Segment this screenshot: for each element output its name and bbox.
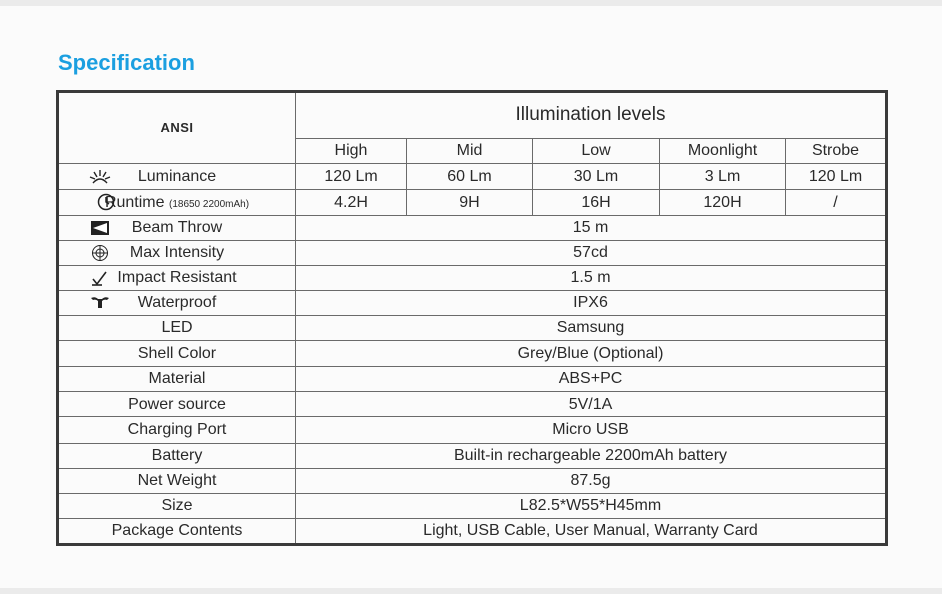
mode-high: High <box>296 139 407 164</box>
waterproof-label-cell <box>58 290 296 315</box>
max-intensity-value: 57cd <box>296 240 887 265</box>
package-contents-value: Light, USB Cable, User Manual, Warranty Card <box>296 518 887 544</box>
waterproof-value: IPX6 <box>296 290 887 315</box>
battery-value: Built-in rechargeable 2200mAh battery <box>296 443 887 468</box>
led-value: Samsung <box>296 315 887 340</box>
spec-row <box>58 341 887 367</box>
clock-icon <box>95 193 117 211</box>
specification-table <box>56 90 888 546</box>
charging-port-label: Charging Port <box>58 417 296 443</box>
beam-throw-label: Beam Throw <box>131 218 223 236</box>
mode-moonlight: Moonlight <box>660 139 786 164</box>
power-source-label: Power source <box>58 392 296 417</box>
runtime-battery-note: (18650 2200mAh) <box>168 198 250 210</box>
runtime-strobe: / <box>786 190 887 215</box>
runtime-label: Runtime <box>104 193 165 211</box>
luminance-low: 30 Lm <box>533 164 660 190</box>
page-background <box>0 6 942 588</box>
net-weight-value: 87.5g <box>296 468 887 493</box>
spec-row <box>58 265 887 290</box>
impact-resistant-label-cell <box>58 265 296 290</box>
charging-port-value: Micro USB <box>296 417 887 443</box>
crosshair-icon <box>89 244 111 262</box>
spec-row <box>58 315 887 340</box>
spec-row <box>58 443 887 468</box>
runtime-high: 4.2H <box>296 190 407 215</box>
max-intensity-label-cell <box>58 240 296 265</box>
material-label: Material <box>58 367 296 392</box>
impact-resistant-value: 1.5 m <box>296 265 887 290</box>
spec-row <box>58 468 887 493</box>
luminance-row <box>58 164 887 190</box>
net-weight-label: Net Weight <box>58 468 296 493</box>
spec-row <box>58 518 887 544</box>
runtime-mid: 9H <box>407 190 533 215</box>
mode-low: Low <box>533 139 660 164</box>
spec-row <box>58 240 887 265</box>
luminance-high: 120 Lm <box>296 164 407 190</box>
mode-mid: Mid <box>407 139 533 164</box>
power-source-value: 5V/1A <box>296 392 887 417</box>
luminance-label-cell <box>58 164 296 190</box>
illumination-levels-header: Illumination levels <box>296 92 887 139</box>
beam-throw-label-cell <box>58 215 296 240</box>
battery-label: Battery <box>58 443 296 468</box>
sun-rays-icon <box>89 168 111 186</box>
runtime-moonlight: 120H <box>660 190 786 215</box>
max-intensity-label: Max Intensity <box>129 243 225 261</box>
spec-row <box>58 367 887 392</box>
shell-color-value: Grey/Blue (Optional) <box>296 341 887 367</box>
water-drop-icon <box>89 294 111 312</box>
impact-icon <box>89 269 111 287</box>
impact-resistant-label: Impact Resistant <box>117 269 237 286</box>
waterproof-label: Waterproof <box>137 294 217 312</box>
material-value: ABS+PC <box>296 367 887 392</box>
luminance-moonlight: 3 Lm <box>660 164 786 190</box>
beam-distance-icon <box>89 219 111 237</box>
spec-row <box>58 493 887 518</box>
beam-throw-value: 15 m <box>296 215 887 240</box>
luminance-mid: 60 Lm <box>407 164 533 190</box>
spec-row <box>58 290 887 315</box>
luminance-strobe: 120 Lm <box>786 164 887 190</box>
shell-color-label: Shell Color <box>58 341 296 367</box>
page-title: Specification <box>58 50 195 75</box>
runtime-label-cell <box>58 190 296 215</box>
package-contents-label: Package Contents <box>58 518 296 544</box>
spec-row <box>58 417 887 443</box>
header-row <box>58 92 887 139</box>
runtime-row <box>58 190 887 215</box>
size-value: L82.5*W55*H45mm <box>296 493 887 518</box>
mode-strobe: Strobe <box>786 139 887 164</box>
led-label: LED <box>58 315 296 340</box>
luminance-label: Luminance <box>137 168 217 186</box>
ansi-header: ANSI <box>58 92 296 164</box>
runtime-low: 16H <box>533 190 660 215</box>
size-label: Size <box>58 493 296 518</box>
spec-row <box>58 215 887 240</box>
spec-row <box>58 392 887 417</box>
